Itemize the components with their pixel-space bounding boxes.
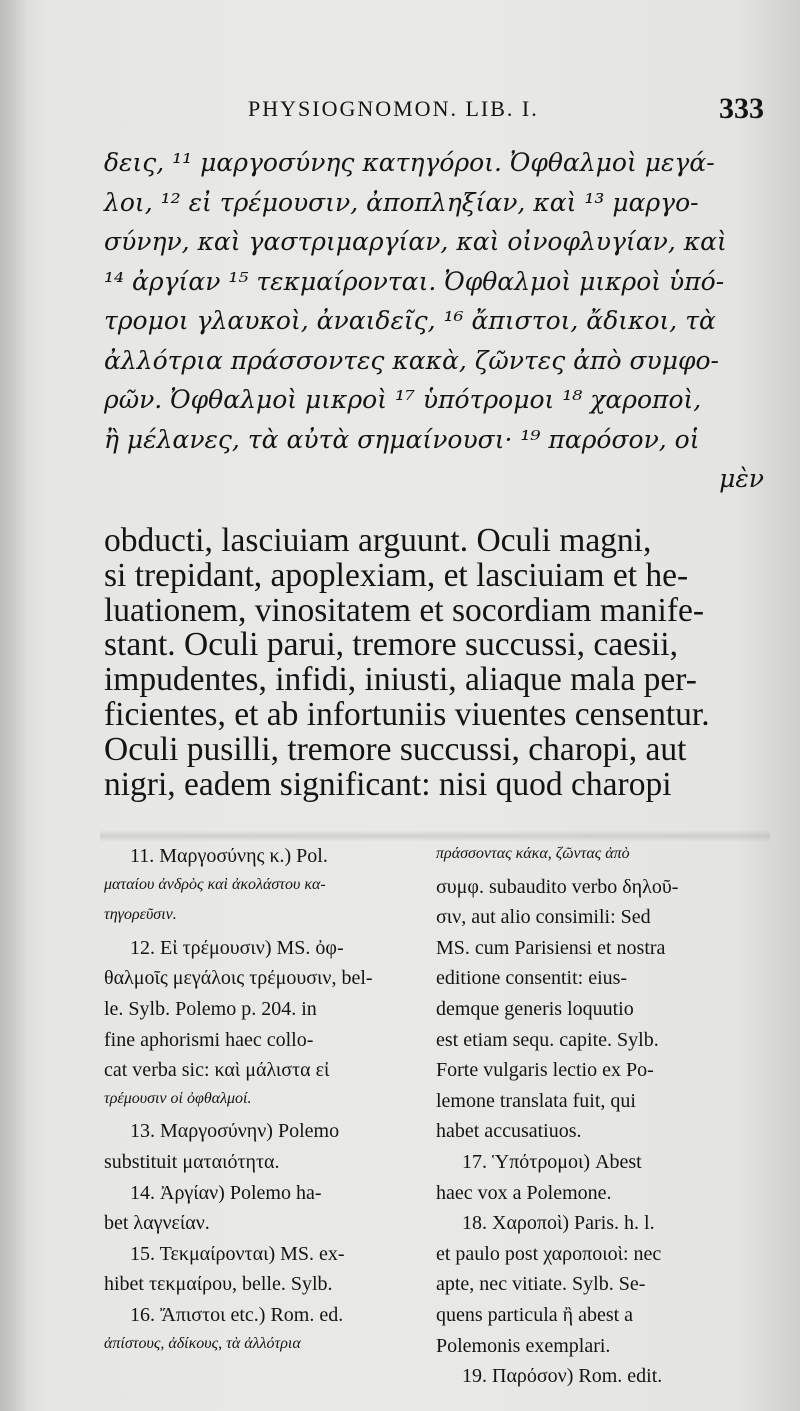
footnote-line: habet accusatiuos.: [436, 1120, 582, 1143]
footnote-line: editione consentit: eius-: [436, 967, 628, 990]
footnote-line: et paulo post χαροποιοὶ: nec: [436, 1242, 662, 1265]
footnote-line: demque generis loquutio: [436, 997, 634, 1020]
footnote-line: bet λαγνείαν.: [104, 1212, 210, 1235]
greek-text-block: [104, 148, 764, 504]
latin-line: nigri, eadem significant: nisi quod charopi: [104, 765, 672, 803]
footnote-line: 14. Ἀργίαν) Polemo ha-: [130, 1181, 322, 1204]
footnote-line: est etiam sequ. capite. Sylb.: [436, 1028, 659, 1051]
latin-line: Oculi pusilli, tremore succussi, charopi, aut: [104, 730, 687, 768]
latin-line: luationem, vinositatem et socordiam manife-: [104, 591, 705, 629]
footnotes-right-column: [436, 845, 766, 1396]
footnote-line: hibet τεκμαίρου, belle. Sylb.: [104, 1273, 333, 1296]
footnote-line: MS. cum Parisiensi et nostra: [436, 936, 666, 959]
bleed-through-band: [100, 830, 770, 842]
footnote-line: substituit ματαιότητα.: [104, 1150, 280, 1173]
footnote-line: Forte vulgaris lectio ex Po-: [436, 1059, 654, 1082]
footnote-line: ματαίου ἀνδρὸς καὶ ἀκολάστου κα-: [104, 875, 326, 893]
greek-line: ¹⁴ ἀργίαν ¹⁵ τεκμαίρονται. Ὀφθαλμοὶ μικροὶ ὑπό-: [104, 266, 725, 296]
footnote-line: τηγορεῦσιν.: [104, 906, 177, 924]
footnote-line: 19. Παρόσον) Rom. edit.: [462, 1365, 663, 1388]
greek-line: ἀλλότρια πράσσοντες κακὰ, ζῶντες ἀπὸ συμφο-: [104, 345, 719, 375]
page-header: [248, 92, 764, 132]
footnote-line: Polemonis exemplari.: [436, 1334, 611, 1357]
footnote-line: 11. Μαργοσύνης κ.) Pol.: [130, 845, 328, 867]
latin-line: obducti, lasciuiam arguunt. Oculi magni,: [104, 522, 652, 559]
footnote-line: quens particula ἢ abest a: [436, 1303, 634, 1326]
greek-line: ρῶν. Ὀφθαλμοὶ μικροὶ ¹⁷ ὑπότρομοι ¹⁸ χαροποὶ,: [104, 385, 702, 414]
footnotes-left-column: [104, 845, 422, 1365]
footnote-line: ἀπίστους, ἀδίκους, τὰ ἀλλότρια: [104, 1334, 301, 1352]
page-gutter-shadow: [0, 0, 28, 1411]
footnote-line: lemone translata fuit, qui: [436, 1089, 636, 1112]
latin-line: si trepidant, apoplexiam, et lasciuiam et he-: [104, 556, 689, 594]
footnote-line: 18. Χαροποὶ) Paris. h. l.: [462, 1212, 655, 1235]
footnote-line: apte, nec vitiate. Sylb. Se-: [436, 1273, 646, 1296]
footnote-line: cat verba sic: καὶ μάλιστα εἰ: [104, 1059, 330, 1082]
latin-line: impudentes, infidi, iniusti, aliaque mala per-: [104, 661, 697, 699]
footnote-line: fine aphorismi haec collo-: [104, 1028, 314, 1051]
footnote-line: πράσσοντας κάκα, ζῶντας ἀπὸ: [436, 845, 630, 862]
footnote-line: 16. Ἄπιστοι etc.) Rom. ed.: [130, 1303, 344, 1326]
footnote-line: θαλμοῖς μεγάλοις τρέμουσιν, bel-: [104, 967, 373, 990]
footnote-line: 17. Ὑπότρομοι) Abest: [462, 1150, 642, 1173]
running-head: PHYSIOGNOMON. LIB. I.: [248, 96, 539, 121]
greek-line: λοι, ¹² εἰ τρέμουσιν, ἀποπληξίαν, καὶ ¹³ μαργο-: [104, 187, 699, 217]
catchword: μὲν: [719, 464, 764, 493]
greek-line: σύνην, καὶ γαστριμαργίαν, καὶ οἰνοφλυγίαν, καὶ: [104, 227, 727, 256]
footnote-line: 12. Εἰ τρέμουσιν) MS. ὀφ-: [130, 936, 344, 959]
greek-line: ἢ μέλανες, τὰ αὐτὰ σημαίνουσι· ¹⁹ παρόσον, οἱ: [104, 424, 700, 454]
footnote-line: τρέμουσιν οἱ ὀφθαλμοί.: [104, 1089, 252, 1107]
latin-line: ficientes, et ab infortuniis viuentes censentur.: [104, 695, 710, 733]
footnote-line: le. Sylb. Polemo p. 204. in: [104, 997, 317, 1020]
footnote-line: σιν, aut alio consimili: Sed: [436, 906, 651, 929]
greek-line: δεις, ¹¹ μαργοσύνης κατηγόροι. Ὀφθαλμοὶ μεγά-: [104, 148, 715, 177]
footnote-line: 15. Τεκμαίρονται) MS. ex-: [130, 1242, 345, 1265]
footnote-line: συμφ. subaudito verbo δηλοῦ-: [436, 875, 679, 898]
greek-line: τρομοι γλαυκοὶ, ἀναιδεῖς, ¹⁶ ἄπιστοι, ἄδικοι, τὰ: [104, 306, 716, 335]
latin-translation-block: [104, 522, 769, 803]
footnote-line: haec vox a Polemone.: [436, 1181, 612, 1204]
page-number: 333: [719, 92, 764, 125]
latin-line: stant. Oculi parui, tremore succussi, caesii,: [104, 626, 678, 664]
footnote-line: 13. Μαργοσύνην) Polemo: [130, 1120, 340, 1143]
